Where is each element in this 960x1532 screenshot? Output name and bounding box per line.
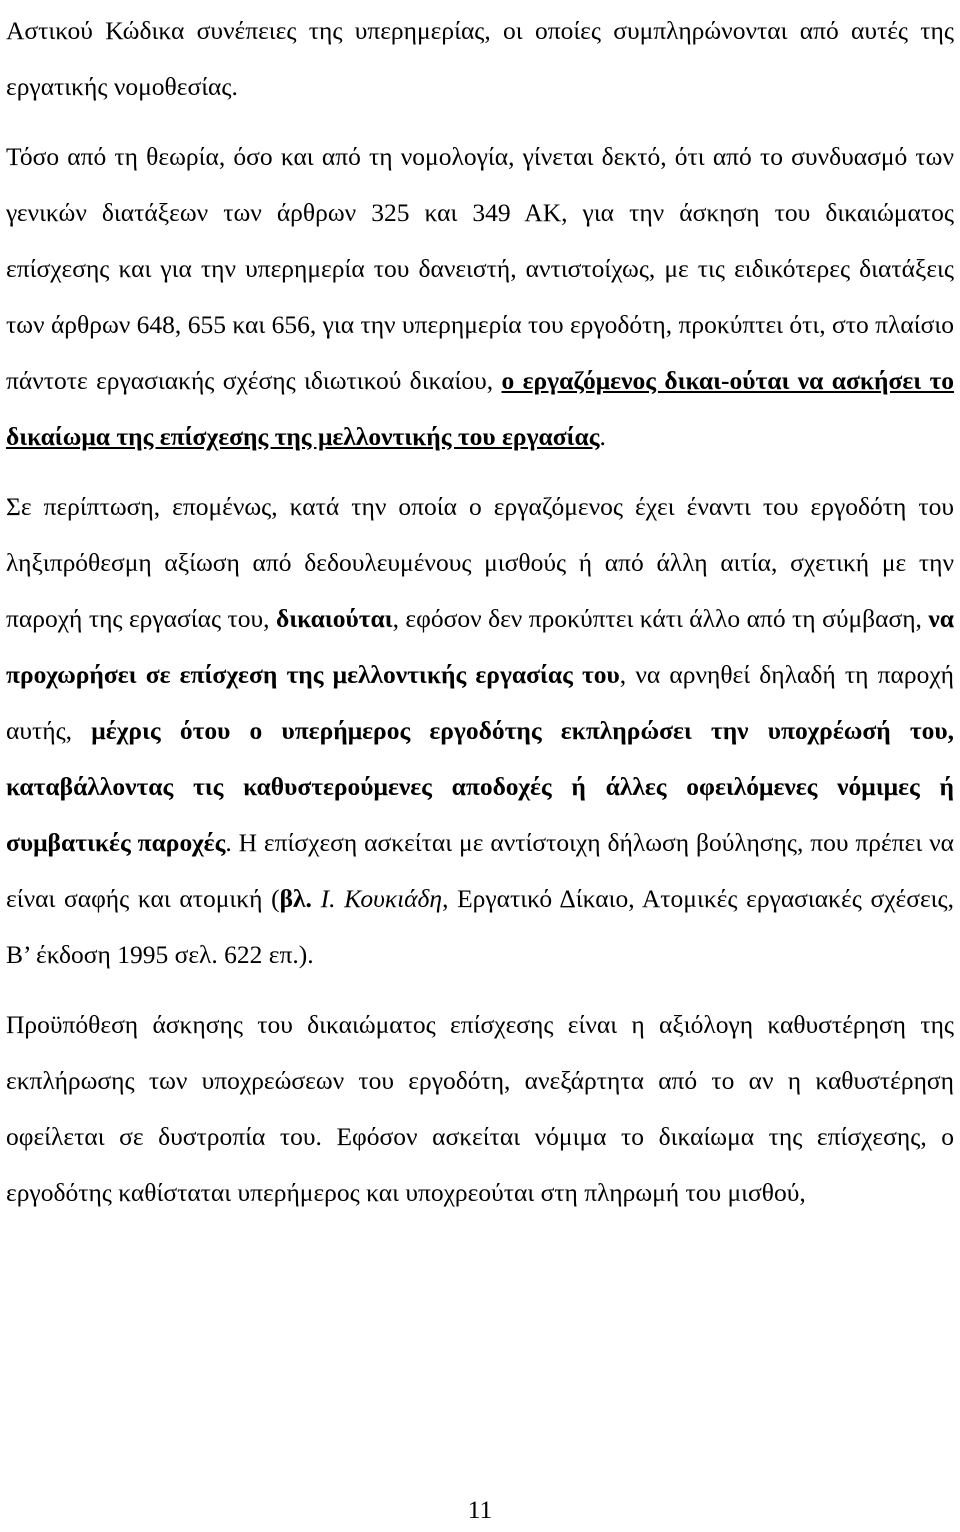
paragraph-3-bold-b: να προχωρήσει σε επίσχεση της μελλοντικής εργασίας του [6,604,954,689]
paragraph-1-text: Αστικού Κώδικα συνέπειες της υπερημερίας, οι οποίες συμπληρώνονται από αυτές της εργατικής νομοθεσίας. [6,16,954,101]
paragraph-3 [6,479,954,983]
paragraph-3-bold-ref: βλ. [279,884,312,913]
paragraph-1 [6,3,954,115]
paragraph-3-space [312,884,321,913]
paragraph-3-author: Ι. Κουκιάδη [320,884,443,913]
paragraph-2-period: . [599,422,606,451]
paragraph-3-bold-c: μέχρις ότου ο υπερήμερος εργοδότης εκπληρώσει την υποχρέωσή του, καταβάλλοντας τις καθυστερούμενες αποδοχές ή άλλες οφειλόμενες νόμιμες ή συμβατικές παροχές [6,716,955,857]
paragraph-4-text: Προϋπόθεση άσκησης του δικαιώματος επίσχεσης είναι η αξιόλογη καθυστέρηση της εκπλήρωσης των υποχρεώσεων του εργοδότη, ανεξάρτητα από το αν η καθυστέρηση οφείλεται σε δυστροπία του. Εφόσον ασκείται νόμιμα το δικαίωμα της επίσχεσης, ο εργοδότης καθίσταται υπερήμερος και υποχρεούται στη πληρωμή του μισθού, [6,1010,954,1207]
paragraph-2-text: Τόσο από τη θεωρία, όσο και από τη νομολογία, γίνεται δεκτό, ότι από το συνδυασμό των γενικών διατάξεων των άρθρων 325 και 349 ΑΚ, για την άσκηση του δικαιώματος επίσχεσης και για την υπερημερία του δανειστή, αντιστοίχως, με τις ειδικότερες διατάξεις των άρθρων 648, 655 και 656, για την υπερημερία του εργοδότη, προκύπτει ότι, στο πλαίσιο πάντοτε εργασιακής σχέσης ιδιωτικού δικαίου, [6,142,954,395]
paragraph-3-text-a: Σε περίπτωση, επομένως, κατά την οποία ο εργαζόμενος έχει έναντι του εργοδότη του ληξιπρόθεσμη αξίωση από δεδουλευμένους μισθούς ή από άλλη αιτία, σχετική με την παροχή της εργασίας του, [6,492,954,633]
paragraph-3-text-e: , Εργατικό Δίκαιο, Ατομικές εργασιακές σχέσεις, Β’ έκδοση 1995 σελ. 622 επ.). [6,884,955,969]
paragraph-2 [6,129,954,465]
paragraph-3-text-d: . Η επίσχεση ασκείται με αντίστοιχη δήλωση βούλησης, που πρέπει να είναι σαφής και ατομική ( [6,828,954,913]
paragraph-3-text-b: , εφόσον δεν προκύπτει κάτι άλλο από τη σύμβαση, [392,604,929,633]
paragraph-3-text-c: , να αρνηθεί δηλαδή τη παροχή αυτής, [6,660,954,745]
paragraph-4 [6,997,954,1221]
paragraph-3-bold-a: δικαιούται [276,604,393,633]
page-number: 11 [467,1495,493,1524]
document-page [6,0,954,1532]
paragraph-2-emphasis: ο εργαζόμενος δικαι-ούται να ασκήσει το δικαίωμα της επίσχεσης της μελλοντικής του εργασίας [6,366,955,451]
